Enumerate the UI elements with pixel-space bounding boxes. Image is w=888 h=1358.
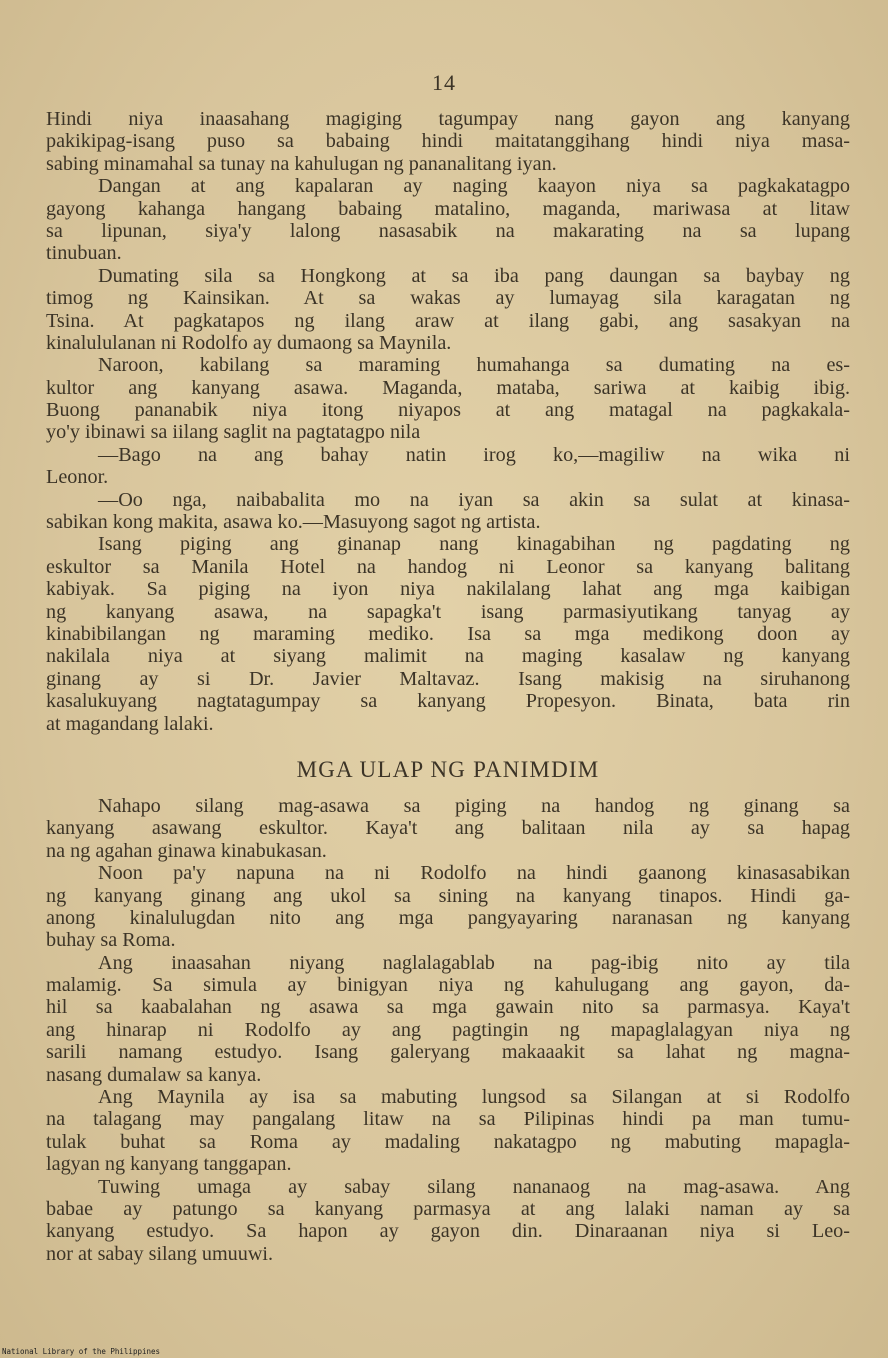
- text-line: gayong kahanga hangang babaing matalino, maganda, mariwasa at litaw: [46, 197, 850, 220]
- text-line: —Oo nga, naibabalita mo na iyan sa akin sa sulat at kinasa-: [98, 488, 850, 511]
- text-line: hil sa kaabalahan ng asawa sa mga gawain nito sa parmasya. Kaya't: [46, 996, 850, 1019]
- text-line: ng kanyang asawa, na sapagka't isang parmasiyutikang tanyag ay: [46, 600, 850, 623]
- text-line: ginang ay si Dr. Javier Maltavaz. Isang makisig na siruhanong: [46, 667, 850, 690]
- text-line: kanyang asawang eskultor. Kaya't ang balitaan nila ay sa hapag: [46, 817, 850, 840]
- text-line: Ang Maynila ay isa sa mabuting lungsod sa Silangan at si Rodolfo: [98, 1086, 850, 1109]
- text-line: Buong pananabik niya itong niyapos at ang matagal na pagkakala-: [46, 399, 850, 422]
- text-line: sa lipunan, siya'y lalong nasasabik na makarating na sa lupang: [46, 219, 850, 242]
- text-line: kultor ang kanyang asawa. Maganda, mataba, sariwa at kaibig ibig.: [46, 376, 850, 399]
- text-line: sarili namang estudyo. Isang galeryang makaaakit sa lahat ng magna-: [46, 1041, 850, 1064]
- text-line: tinubuan.: [46, 242, 122, 265]
- text-line: nor at sabay silang umuuwi.: [46, 1242, 274, 1265]
- text-line: Naroon, kabilang sa maraming humahanga sa dumating na es-: [98, 354, 850, 377]
- text-line: Tuwing umaga ay sabay silang nananaog na mag-asawa. Ang: [98, 1175, 850, 1198]
- text-line: at magandang lalaki.: [46, 712, 214, 735]
- text-line: kasalukuyang nagtatagumpay sa kanyang Propesyon. Binata, bata rin: [46, 690, 850, 713]
- text-line: Dumating sila sa Hongkong at sa iba pang daungan sa baybay ng: [98, 264, 850, 287]
- text-line: nasang dumalaw sa kanya.: [46, 1063, 262, 1086]
- text-line: ang hinarap ni Rodolfo ay ang pagtingin ng mapaglalagyan niya ng: [46, 1018, 850, 1041]
- text-line: sabing minamahal sa tunay na kahulugan ng pananalitang iyan.: [46, 152, 557, 175]
- text-line: anong kinalulugdan nito ang mga pangyayaring naranasan ng kanyang: [46, 906, 850, 929]
- text-line: —Bago na ang bahay natin irog ko,—magiliw na wika ni: [98, 443, 850, 466]
- text-line: kinalululanan ni Rodolfo ay dumaong sa Maynila.: [46, 331, 452, 354]
- section-two: [46, 795, 850, 1265]
- text-line: eskultor sa Manila Hotel na handog ni Leonor sa kanyang balitang: [46, 555, 850, 578]
- text-line: malamig. Sa simula ay binigyan niya ng kahulugang ang gayon, da-: [46, 974, 850, 997]
- text-line: nakilala niya at siyang malimit na maging kasalaw ng kanyang: [46, 645, 850, 668]
- text-line: timog ng Kainsikan. At sa wakas ay lumayag sila karagatan ng: [46, 287, 850, 310]
- text-line: na talagang may pangalang litaw na sa Pilipinas hindi pa man tumu-: [46, 1108, 850, 1131]
- text-line: yo'y ibinawi sa iilang saglit na pagtatagpo nila: [46, 421, 421, 444]
- text-line: kanyang estudyo. Sa hapon ay gayon din. Dinaraanan niya si Leo-: [46, 1220, 850, 1243]
- page-number: 14: [432, 70, 456, 95]
- text-line: Tsina. At pagkatapos ng ilang araw at ilang gabi, ang sasakyan na: [46, 309, 850, 332]
- section-heading: MGA ULAP NG PANIMDIM: [296, 756, 600, 782]
- body-text: [46, 108, 850, 1265]
- section-one: [46, 108, 850, 735]
- footer-credit: National Library of the Philippines: [2, 1347, 161, 1356]
- text-line: Hindi niya inaasahang magiging tagumpay nang gayon ang kanyang: [46, 108, 850, 130]
- text-line: Isang piging ang ginanap nang kinagabihan ng pagdating ng: [98, 533, 850, 556]
- text-line: lagyan ng kanyang tanggapan.: [46, 1153, 292, 1176]
- text-line: na ng agahan ginawa kinabukasan.: [46, 839, 327, 862]
- text-line: tulak buhat sa Roma ay madaling nakatagpo ng mabuting mapagla-: [46, 1130, 850, 1153]
- text-line: Leonor.: [46, 466, 109, 489]
- text-line: Ang inaasahan niyang naglalagablab na pag-ibig nito ay tila: [98, 951, 850, 974]
- text-line: Noon pa'y napuna na ni Rodolfo na hindi gaanong kinasasabikan: [98, 862, 850, 885]
- text-line: kinabibilangan ng maraming mediko. Isa sa mga medikong doon ay: [46, 622, 850, 645]
- text-line: Nahapo silang mag-asawa sa piging na handog ng ginang sa: [98, 794, 850, 817]
- text-line: Dangan at ang kapalaran ay naging kaayon niya sa pagkakatagpo: [98, 175, 850, 198]
- text-line: babae ay patungo sa kanyang parmasya at ang lalaki naman ay sa: [46, 1197, 850, 1220]
- text-line: ng kanyang ginang ang ukol sa sining na kanyang tinapos. Hindi ga-: [46, 884, 850, 907]
- text-line: kabiyak. Sa piging na iyon niya nakilalang lahat ang mga kaibigan: [46, 578, 850, 601]
- text-line: sabikan kong makita, asawa ko.—Masuyong sagot ng artista.: [46, 511, 541, 534]
- text-line: pakikipag-isang puso sa babaing hindi maitatanggihang hindi niya masa-: [46, 130, 850, 153]
- text-line: buhay sa Roma.: [46, 929, 176, 952]
